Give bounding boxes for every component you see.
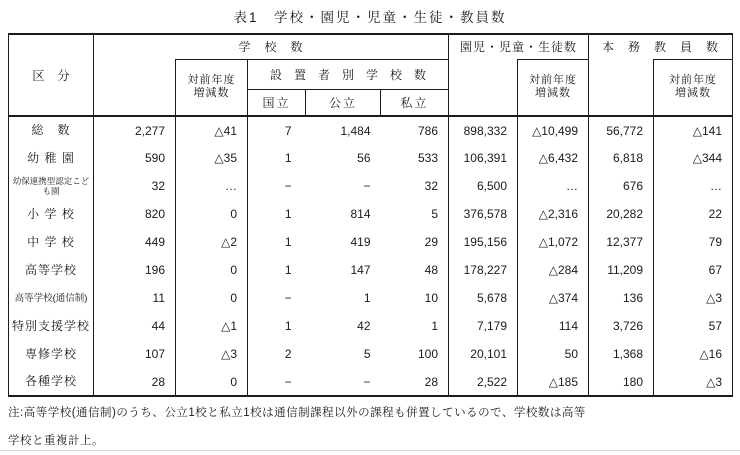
yoy-label-line: 増減数 [535, 87, 571, 99]
row-label-cell: 高等学校 [9, 256, 94, 284]
value-cell: 820 [94, 200, 176, 228]
table-header [9, 34, 733, 116]
row-label-cell: 中 学 校 [9, 228, 94, 256]
value-cell: 5,678 [449, 284, 518, 312]
value-cell: 1 [248, 144, 306, 172]
value-cell: − [248, 172, 306, 200]
footnote-line-1: 注:高等学校(通信制)のうち、公立1校と私立1校は通信制課程以外の課程も併置しているので、学校数は高等 [8, 400, 732, 428]
value-cell: △3 [176, 340, 248, 368]
table-row [9, 228, 733, 256]
value-cell: 20,282 [589, 200, 654, 228]
value-cell: 2,277 [94, 116, 176, 144]
value-cell: △141 [654, 116, 733, 144]
value-cell: △41 [176, 116, 248, 144]
value-cell: △284 [518, 256, 589, 284]
value-cell: 11,209 [589, 256, 654, 284]
value-cell: 786 [381, 116, 449, 144]
value-cell: 449 [94, 228, 176, 256]
value-cell: 1 [381, 312, 449, 340]
header-founder-group: 設置者別学校数 [248, 59, 449, 89]
table-row [9, 340, 733, 368]
yoy-label-line: 増減数 [675, 87, 711, 99]
value-cell: 67 [654, 256, 733, 284]
value-cell: − [248, 284, 306, 312]
value-cell: 5 [381, 200, 449, 228]
row-label-cell: 高等学校(通信制) [9, 284, 94, 312]
header-teachers-total-spacer [589, 59, 654, 116]
value-cell: 42 [306, 312, 381, 340]
yoy-label-line: 対前年度 [529, 74, 577, 86]
value-cell: 1 [248, 200, 306, 228]
footnote [8, 400, 732, 455]
value-cell: 180 [589, 368, 654, 396]
table-row [9, 116, 733, 144]
value-cell: 2 [248, 340, 306, 368]
value-cell: − [306, 368, 381, 396]
value-cell: △344 [654, 144, 733, 172]
value-cell: 0 [176, 200, 248, 228]
row-label-cell: 特別支援学校 [9, 312, 94, 340]
header-teachers-yoy [654, 59, 733, 116]
header-founder-private: 私立 [381, 89, 449, 116]
table-row [9, 312, 733, 340]
value-cell: △10,499 [518, 116, 589, 144]
value-cell: 0 [176, 368, 248, 396]
header-schools-group: 学 校 数 [94, 34, 449, 59]
value-cell: 814 [306, 200, 381, 228]
value-cell: △16 [654, 340, 733, 368]
value-cell: △185 [518, 368, 589, 396]
value-cell: 419 [306, 228, 381, 256]
row-label-cell: 幼保連携型認定こども園 [9, 172, 94, 200]
value-cell: 29 [381, 228, 449, 256]
value-cell: △3 [654, 368, 733, 396]
value-cell: 100 [381, 340, 449, 368]
value-cell: 106,391 [449, 144, 518, 172]
value-cell: 195,156 [449, 228, 518, 256]
value-cell: 590 [94, 144, 176, 172]
value-cell: 50 [518, 340, 589, 368]
value-cell: 6,818 [589, 144, 654, 172]
header-students-total-spacer [449, 59, 518, 116]
value-cell: 12,377 [589, 228, 654, 256]
yoy-label-line: 対前年度 [669, 74, 717, 86]
value-cell: 1,484 [306, 116, 381, 144]
header-students-yoy [518, 59, 589, 116]
value-cell: 1 [248, 312, 306, 340]
value-cell: 22 [654, 200, 733, 228]
value-cell: 5 [306, 340, 381, 368]
value-cell: 32 [381, 172, 449, 200]
value-cell: 7 [248, 116, 306, 144]
header-row-groups [9, 34, 733, 59]
value-cell: △374 [518, 284, 589, 312]
value-cell: − [306, 172, 381, 200]
value-cell: 196 [94, 256, 176, 284]
value-cell: 10 [381, 284, 449, 312]
header-schools-yoy [176, 59, 248, 116]
value-cell: 79 [654, 228, 733, 256]
yoy-label-line: 対前年度 [188, 74, 236, 86]
table-row [9, 200, 733, 228]
value-cell: 28 [94, 368, 176, 396]
value-cell: 44 [94, 312, 176, 340]
header-students-group: 園児・児童・生徒数 [449, 34, 589, 59]
value-cell: △2,316 [518, 200, 589, 228]
value-cell: △35 [176, 144, 248, 172]
header-teachers-group: 本 務 教 員 数 [589, 34, 733, 59]
value-cell: 376,578 [449, 200, 518, 228]
value-cell: △1,072 [518, 228, 589, 256]
value-cell: 533 [381, 144, 449, 172]
value-cell: 11 [94, 284, 176, 312]
value-cell: 0 [176, 284, 248, 312]
header-schools-total-spacer [94, 59, 176, 116]
value-cell: 898,332 [449, 116, 518, 144]
value-cell: … [176, 172, 248, 200]
value-cell: 20,101 [449, 340, 518, 368]
row-label-cell: 幼 稚 園 [9, 144, 94, 172]
value-cell: 1 [306, 284, 381, 312]
value-cell: 1 [248, 228, 306, 256]
header-founder-national: 国立 [248, 89, 306, 116]
value-cell: 48 [381, 256, 449, 284]
value-cell: … [654, 172, 733, 200]
value-cell: … [518, 172, 589, 200]
value-cell: 107 [94, 340, 176, 368]
value-cell: △1 [176, 312, 248, 340]
value-cell: 3,726 [589, 312, 654, 340]
value-cell: 0 [176, 256, 248, 284]
value-cell: 2,522 [449, 368, 518, 396]
yoy-label-line: 増減数 [194, 87, 230, 99]
value-cell: 147 [306, 256, 381, 284]
value-cell: 57 [654, 312, 733, 340]
row-label-cell: 各種学校 [9, 368, 94, 396]
page-title: 表1 学校・園児・児童・生徒・教員数 [0, 6, 740, 26]
footnote-line-2: 学校と重複計上。 [8, 428, 732, 455]
value-cell: 676 [589, 172, 654, 200]
value-cell: △3 [654, 284, 733, 312]
table-row [9, 256, 733, 284]
value-cell: 178,227 [449, 256, 518, 284]
row-label-cell: 専修学校 [9, 340, 94, 368]
value-cell: 1 [248, 256, 306, 284]
value-cell: 6,500 [449, 172, 518, 200]
table-row [9, 284, 733, 312]
table-row [9, 144, 733, 172]
page-bottom-divider [0, 450, 740, 451]
header-row-sub [9, 59, 733, 89]
value-cell: − [248, 368, 306, 396]
value-cell: 114 [518, 312, 589, 340]
row-label-cell: 小 学 校 [9, 200, 94, 228]
value-cell: 136 [589, 284, 654, 312]
table-row [9, 368, 733, 396]
header-founder-public: 公立 [306, 89, 381, 116]
value-cell: △2 [176, 228, 248, 256]
table-body [9, 116, 733, 396]
statistics-table [8, 33, 733, 397]
value-cell: 32 [94, 172, 176, 200]
value-cell: 1,368 [589, 340, 654, 368]
table-row [9, 172, 733, 200]
value-cell: 28 [381, 368, 449, 396]
value-cell: 56,772 [589, 116, 654, 144]
value-cell: 7,179 [449, 312, 518, 340]
value-cell: 56 [306, 144, 381, 172]
header-category: 区 分 [9, 34, 94, 116]
row-label-cell: 総 数 [9, 116, 94, 144]
value-cell: △6,432 [518, 144, 589, 172]
